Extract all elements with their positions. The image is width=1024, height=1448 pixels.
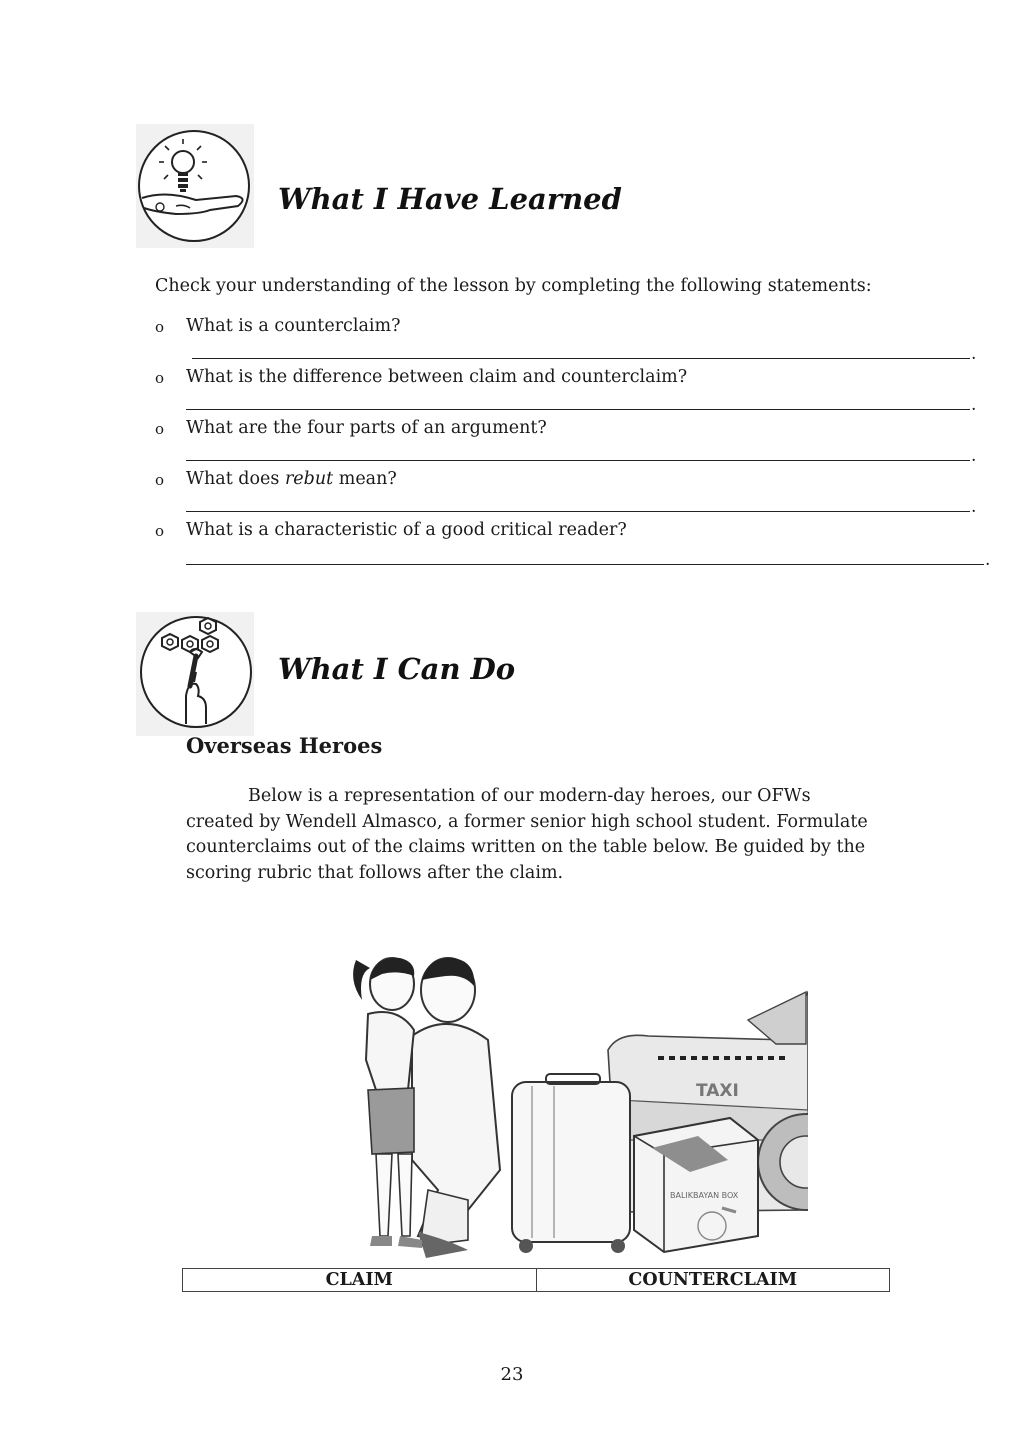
question-text-pre: What does	[186, 469, 285, 489]
page-number: 23	[500, 1364, 524, 1385]
answer-line[interactable]	[186, 409, 970, 410]
answer-line[interactable]	[192, 358, 970, 359]
paragraph-line: Below is a representation of our modern-day heroes, our OFWs	[248, 786, 811, 806]
activity-paragraph	[186, 784, 902, 886]
bullet-icon: o	[155, 522, 165, 540]
paragraph-line: created by Wendell Almasco, a former senior high school student. Formulate	[186, 811, 868, 832]
question-text: What is a characteristic of a good critical reader?	[186, 520, 627, 540]
table-header-counterclaim: COUNTERCLAIM	[536, 1269, 890, 1292]
line-period: .	[971, 497, 977, 517]
table-header-claim: CLAIM	[183, 1269, 537, 1292]
claim-counterclaim-table	[182, 1268, 890, 1292]
taxi-label: TAXI	[696, 1081, 739, 1101]
line-period: .	[985, 550, 991, 570]
ofw-illustration	[318, 940, 808, 1260]
bullet-icon: o	[155, 471, 165, 489]
activity-title: Overseas Heroes	[186, 733, 383, 758]
box-label: BALIKBAYAN BOX	[670, 1191, 739, 1200]
question-text	[186, 469, 397, 489]
answer-line[interactable]	[186, 460, 970, 461]
line-period: .	[971, 446, 977, 466]
question-text: What are the four parts of an argument?	[186, 418, 547, 438]
paragraph-line: scoring rubric that follows after the claim.	[186, 862, 564, 883]
answer-line[interactable]	[186, 511, 970, 512]
paragraph-line: counterclaims out of the claims written on the table below. Be guided by the	[186, 837, 866, 857]
bullet-icon: o	[155, 420, 165, 438]
bullet-icon: o	[155, 369, 165, 387]
question-emphasis: rebut	[284, 469, 334, 489]
question-text: What is the difference between claim and counterclaim?	[186, 367, 688, 387]
answer-line[interactable]	[186, 564, 984, 565]
intro-text: Check your understanding of the lesson by completing the following statements:	[155, 276, 872, 296]
wrench-nuts-icon	[136, 612, 254, 736]
line-period: .	[971, 344, 977, 364]
section-title-learned: What I Have Learned	[278, 182, 622, 216]
bullet-icon: o	[155, 318, 165, 336]
line-period: .	[971, 395, 977, 415]
question-text-post: mean?	[333, 469, 397, 489]
lightbulb-hand-icon	[136, 124, 254, 248]
section-title-do: What I Can Do	[278, 652, 516, 686]
question-text: What is a counterclaim?	[186, 316, 401, 336]
table-header-row	[183, 1269, 890, 1292]
